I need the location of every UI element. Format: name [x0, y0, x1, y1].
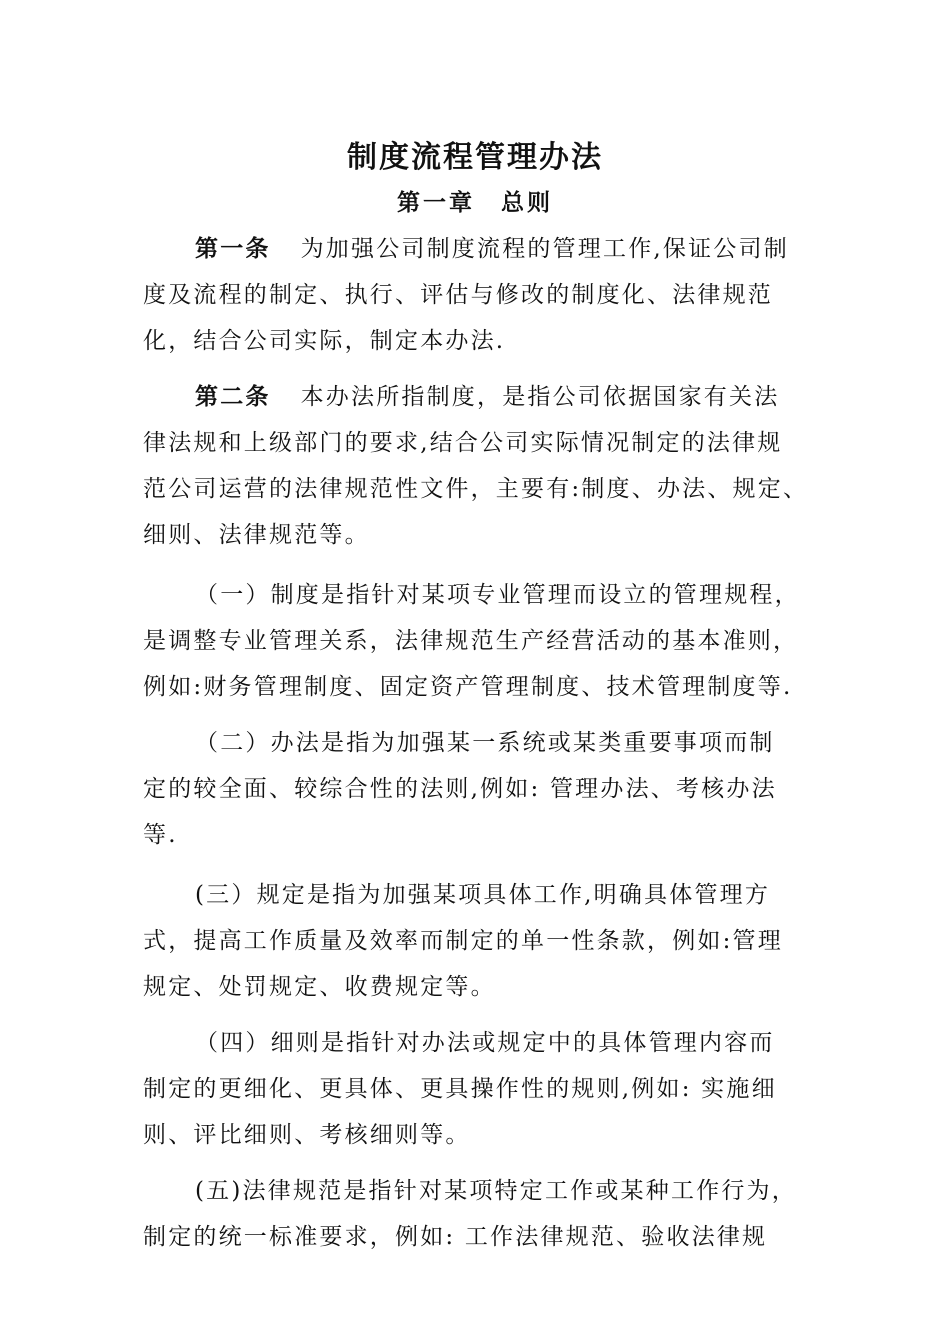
list-item [143, 1020, 823, 1158]
paragraph-line: 化，结合公司实际，制定本办法. [143, 328, 506, 354]
article-label: 第二条 [195, 384, 271, 410]
list-item [143, 872, 823, 1010]
document-title: 制度流程管理办法 [347, 140, 603, 175]
paragraph-line: 第二条 本办法所指制度，是指公司依据国家有关法 [195, 384, 780, 410]
list-item [143, 1168, 823, 1260]
paragraph-line: （二）办法是指为加强某一系统或某类重要事项而制 [195, 730, 775, 756]
document-body [143, 226, 823, 1260]
paragraph-line: 定的较全面、较综合性的法则,例如: 管理办法、考核办法 [143, 776, 777, 802]
paragraph-line: 制定的更细化、更具体、更具操作性的规则,例如: 实施细 [143, 1076, 777, 1102]
paragraph-line: 则、评比细则、考核细则等。 [143, 1122, 471, 1148]
paragraph-line: 律法规和上级部门的要求,结合公司实际情况制定的法律规 [143, 430, 783, 456]
article-2 [143, 374, 823, 558]
list-item [143, 720, 823, 858]
article-1 [143, 226, 823, 364]
chapter-heading: 第一章 总则 [397, 190, 553, 216]
paragraph-line: (五)法律规范是指针对某项特定工作或某种工作行为， [195, 1178, 797, 1204]
paragraph-line: （四）细则是指针对办法或规定中的具体管理内容而 [195, 1030, 775, 1056]
paragraph-line: （一）制度是指针对某项专业管理而设立的管理规程， [195, 582, 800, 608]
paragraph-line: 第一条 为加强公司制度流程的管理工作,保证公司制 [195, 236, 789, 262]
paragraph-line: 制定的统一标准要求，例如: 工作法律规范、验收法律规 [143, 1224, 768, 1250]
paragraph-line: (三）规定是指为加强某项具体工作,明确具体管理方 [195, 882, 771, 908]
paragraph-line: 度及流程的制定、执行、评估与修改的制度化、法律规范 [143, 282, 773, 308]
list-item [143, 572, 823, 710]
paragraph-line: 细则、法律规范等。 [143, 522, 370, 548]
paragraph-line: 规定、处罚规定、收费规定等。 [143, 974, 496, 1000]
paragraph-line: 例如:财务管理制度、固定资产管理制度、技术管理制度等. [143, 674, 793, 700]
article-label: 第一条 [195, 236, 271, 262]
paragraph-line: 等. [143, 822, 178, 848]
paragraph-line: 是调整专业管理关系，法律规范生产经营活动的基本准则， [143, 628, 799, 654]
paragraph-line: 式，提高工作质量及效率而制定的单一性条款，例如:管理 [143, 928, 783, 954]
paragraph-line: 范公司运营的法律规范性文件，主要有:制度、办法、规定、 [143, 476, 809, 502]
